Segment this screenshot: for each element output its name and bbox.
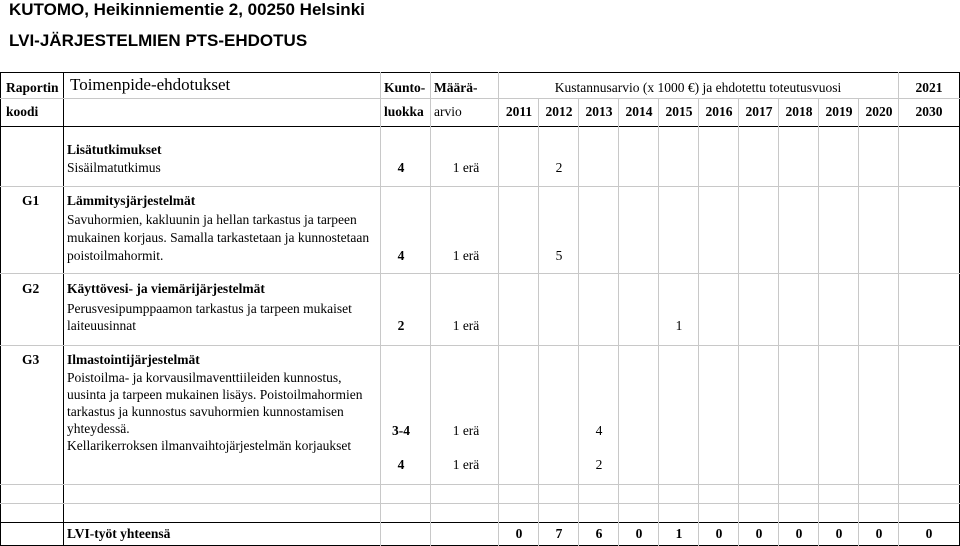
col-condition-header: Kunto- (384, 80, 426, 95)
row-description-line: uusinta ja tarpeen mukainen lisäys. Poistoilmahormien (67, 387, 363, 402)
table-gridline (0, 503, 960, 504)
year-header: 2013 (585, 104, 613, 119)
total-value: 0 (795, 526, 803, 541)
total-value: 7 (555, 526, 563, 541)
row-quantity: 1 erä (452, 160, 480, 175)
row-condition: 4 (397, 457, 405, 472)
table-border (0, 72, 1, 546)
total-value: 0 (835, 526, 843, 541)
document-subtitle: LVI-JÄRJESTELMIEN PTS-EHDOTUS (9, 31, 308, 50)
table-gridline (858, 98, 859, 546)
section-heading: Lisätutkimukset (67, 142, 162, 157)
year-header: 2012 (545, 104, 573, 119)
table-border (0, 126, 960, 127)
row-condition: 3-4 (392, 423, 410, 438)
total-value: 6 (595, 526, 603, 541)
row-code: G2 (22, 281, 40, 296)
col-cost-header: Kustannusarvio (x 1000 €) ja ehdotettu toteutusvuosi (554, 80, 842, 95)
row-description-line: Perusvesipumppaamon tarkastus ja tarpeen mukaiset (67, 301, 352, 316)
year-header: 2014 (625, 104, 653, 119)
row-description: Sisäilmatutkimus (67, 160, 161, 175)
row-description-line: Savuhormien, kakluunin ja hellan tarkastus ja tarpeen (67, 212, 357, 227)
row-quantity: 1 erä (452, 457, 480, 472)
row-cost-value: 1 (675, 318, 683, 333)
table-gridline (0, 98, 960, 99)
row-code: G3 (22, 352, 40, 367)
total-value: 0 (875, 526, 883, 541)
row-condition: 4 (397, 248, 405, 263)
table-gridline (898, 72, 899, 546)
row-code: G1 (22, 193, 40, 208)
row-description: Kellarikerroksen ilmanvaihtojärjestelmän korjaukset (67, 438, 352, 453)
year-header: 2011 (505, 104, 533, 119)
row-description-line: mukainen korjaus. Samalla tarkastetaan ja kunnostetaan (67, 230, 370, 245)
row-cost-value: 2 (555, 160, 563, 175)
col-code-header: Raportin (6, 80, 59, 95)
col-code-header-2: koodi (6, 104, 39, 119)
col-title-header: Toimenpide-ehdotukset (70, 75, 231, 94)
col-quantity-header: Määrä- (434, 80, 478, 95)
total-value: 0 (755, 526, 763, 541)
row-quantity: 1 erä (452, 248, 480, 263)
section-heading: Ilmastointijärjestelmät (67, 352, 200, 367)
row-quantity: 1 erä (452, 423, 480, 438)
row-description-line: tarkastus ja kunnostus savuhormien kunnostamisen (67, 404, 344, 419)
table-gridline (0, 186, 960, 187)
total-value: 1 (675, 526, 683, 541)
row-quantity: 1 erä (452, 318, 480, 333)
table-border (0, 522, 960, 523)
section-heading: Lämmitysjärjestelmät (67, 193, 196, 208)
table-gridline (818, 98, 819, 546)
row-description-line: poistoilmahormit. (67, 248, 164, 263)
year-header: 2030 (915, 104, 943, 119)
total-value: 0 (925, 526, 933, 541)
year-header: 2016 (705, 104, 733, 119)
table-gridline (618, 98, 619, 546)
row-description-line: Poistoilma- ja korvausilmaventtiileiden kunnostus, (67, 370, 342, 385)
row-cost-value: 2 (595, 457, 603, 472)
table-gridline (380, 72, 381, 546)
total-value: 0 (715, 526, 723, 541)
document-title: KUTOMO, Heikinniementie 2, 00250 Helsinki (9, 0, 365, 19)
table-gridline (430, 72, 431, 546)
row-description-line: laiteuusinnat (67, 318, 136, 333)
row-cost-value: 4 (595, 423, 603, 438)
total-value: 0 (515, 526, 523, 541)
year-header: 2019 (825, 104, 853, 119)
table-border (0, 72, 960, 73)
row-condition: 4 (397, 160, 405, 175)
col-condition-header-2: luokka (384, 104, 424, 119)
year-header: 2020 (865, 104, 893, 119)
col-year-2021: 2021 (915, 80, 943, 95)
row-cost-value: 5 (555, 248, 563, 263)
row-description-line: yhteydessä. (67, 421, 130, 436)
table-gridline (0, 345, 960, 346)
year-header: 2017 (745, 104, 773, 119)
year-header: 2018 (785, 104, 813, 119)
table-gridline (0, 484, 960, 485)
total-value: 0 (635, 526, 643, 541)
section-heading: Käyttövesi- ja viemärijärjestelmät (67, 281, 265, 296)
year-header: 2015 (665, 104, 693, 119)
table-border (63, 72, 64, 546)
totals-label: LVI-työt yhteensä (67, 526, 171, 541)
table-gridline (778, 98, 779, 546)
col-quantity-header-2: arvio (434, 104, 462, 119)
table-gridline (738, 98, 739, 546)
table-gridline (498, 72, 499, 546)
row-condition: 2 (397, 318, 405, 333)
table-gridline (0, 273, 960, 274)
